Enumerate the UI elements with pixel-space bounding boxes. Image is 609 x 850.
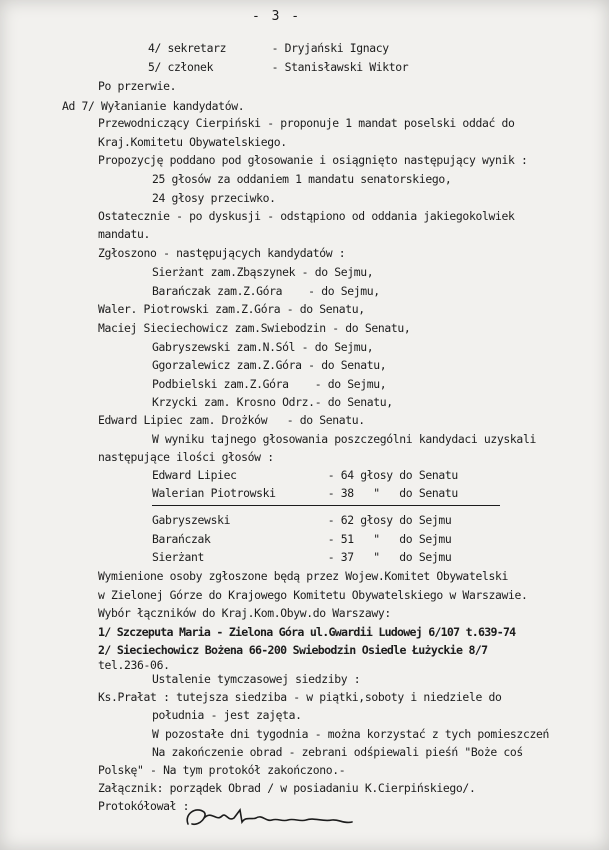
results-divider: [152, 505, 500, 506]
text-line: 2/ Sieciechowicz Bożena 66-200 Swiebodzin Osiedle Łużyckie 8/7: [98, 643, 488, 657]
text-line: Wymienione osoby zgłoszone będą przez Wojew.Komitet Obywatelski: [98, 569, 508, 583]
text-line: Ostatecznie - po dyskusji - odstąpiono od oddania jakiegokolwiek: [98, 209, 515, 223]
result-line: Sierżant - 37 " do Sejmu: [152, 550, 452, 564]
candidate-line: Krzycki zam. Krosno Odrz.- do Senatu,: [152, 395, 393, 409]
text-line: Po przerwie.: [98, 79, 177, 93]
candidate-line: Barańczak zam.Z.Góra - do Sejmu,: [152, 284, 380, 298]
result-line: Walerian Piotrowski - 38 " do Senatu: [152, 486, 458, 500]
text-line: Polskę" - Na tym protokół zakończono.-: [98, 763, 346, 777]
candidate-line: Podbielski zam.Z.Góra - do Sejmu,: [152, 377, 387, 391]
page-number: - 3 -: [252, 9, 302, 24]
text-line: 5/ członek - Stanisławski Wiktor: [148, 60, 409, 74]
handwritten-signature: [182, 800, 362, 836]
text-line: Na zakończenie obrad - zebrani odśpiewali pieśń "Boże coś: [152, 745, 523, 759]
candidate-line: Gabryszewski zam.N.Sól - do Sejmu,: [152, 340, 374, 354]
result-line: Edward Lipiec - 64 głosy do Senatu: [152, 468, 458, 482]
result-line: Barańczak - 51 " do Sejmu: [152, 532, 452, 546]
text-line: W wyniku tajnego głosowania poszczególni kandydaci uzyskali: [152, 432, 536, 446]
section-heading: Ad 7/ Wyłanianie kandydatów.: [62, 99, 245, 113]
text-line: Ks.Prałat : tutejsza siedziba - w piątki,soboty i niedziele do: [98, 690, 502, 704]
text-line: Protokółował :: [98, 799, 190, 813]
text-line: 25 głosów za oddaniem 1 mandatu senatorskiego,: [152, 172, 452, 186]
text-line: w Zielonej Górze do Krajowego Komitetu Obywatelskiego w Warszawie.: [98, 588, 528, 602]
text-line: mandatu.: [98, 227, 151, 241]
candidate-line: Sierżant zam.Zbąszynek - do Sejmu,: [152, 265, 374, 279]
text-line: Kraj.Komitetu Obywatelskiego.: [98, 135, 287, 149]
text-line: Zgłoszono - następujących kandydatów :: [98, 246, 346, 260]
text-line: południa - jest zajęta.: [152, 708, 302, 722]
text-line: tel.236-06.: [98, 658, 170, 672]
text-line: Ustalenie tymczasowej siedziby :: [152, 672, 361, 686]
text-line: Propozycję poddano pod głosowanie i osiągnięto następujący wynik :: [98, 153, 528, 167]
candidate-line: Waler. Piotrowski zam.Z.Góra - do Senatu,: [98, 302, 365, 316]
text-line: następujące ilości głosów :: [98, 450, 274, 464]
candidate-line: Maciej Sieciechowicz zam.Swiebodzin - do Senatu,: [98, 321, 411, 335]
text-line: Wybór łączników do Kraj.Kom.Obyw.do Warszawy:: [98, 606, 391, 620]
text-line: W pozostałe dni tygodnia - można korzystać z tych pomieszczeń: [152, 727, 549, 741]
text-line: Przewodniczący Cierpiński - proponuje 1 mandat poselski oddać do: [98, 116, 515, 130]
result-line: Gabryszewski - 62 głosy do Sejmu: [152, 513, 452, 527]
candidate-line: Ggorzalewicz zam.Z.Góra - do Senatu,: [152, 358, 387, 372]
text-line: 24 głosy przeciwko.: [152, 191, 276, 205]
candidate-line: Edward Lipiec zam. Drożków - do Senatu.: [98, 413, 365, 427]
text-line: 4/ sekretarz - Dryjański Ignacy: [148, 41, 389, 55]
text-line: 1/ Szczeputa Maria - Zielona Góra ul.Gwardii Ludowej 6/107 t.639-74: [98, 625, 516, 639]
text-line: Załącznik: porządek Obrad / w posiadaniu K.Cierpińskiego/.: [98, 781, 476, 795]
